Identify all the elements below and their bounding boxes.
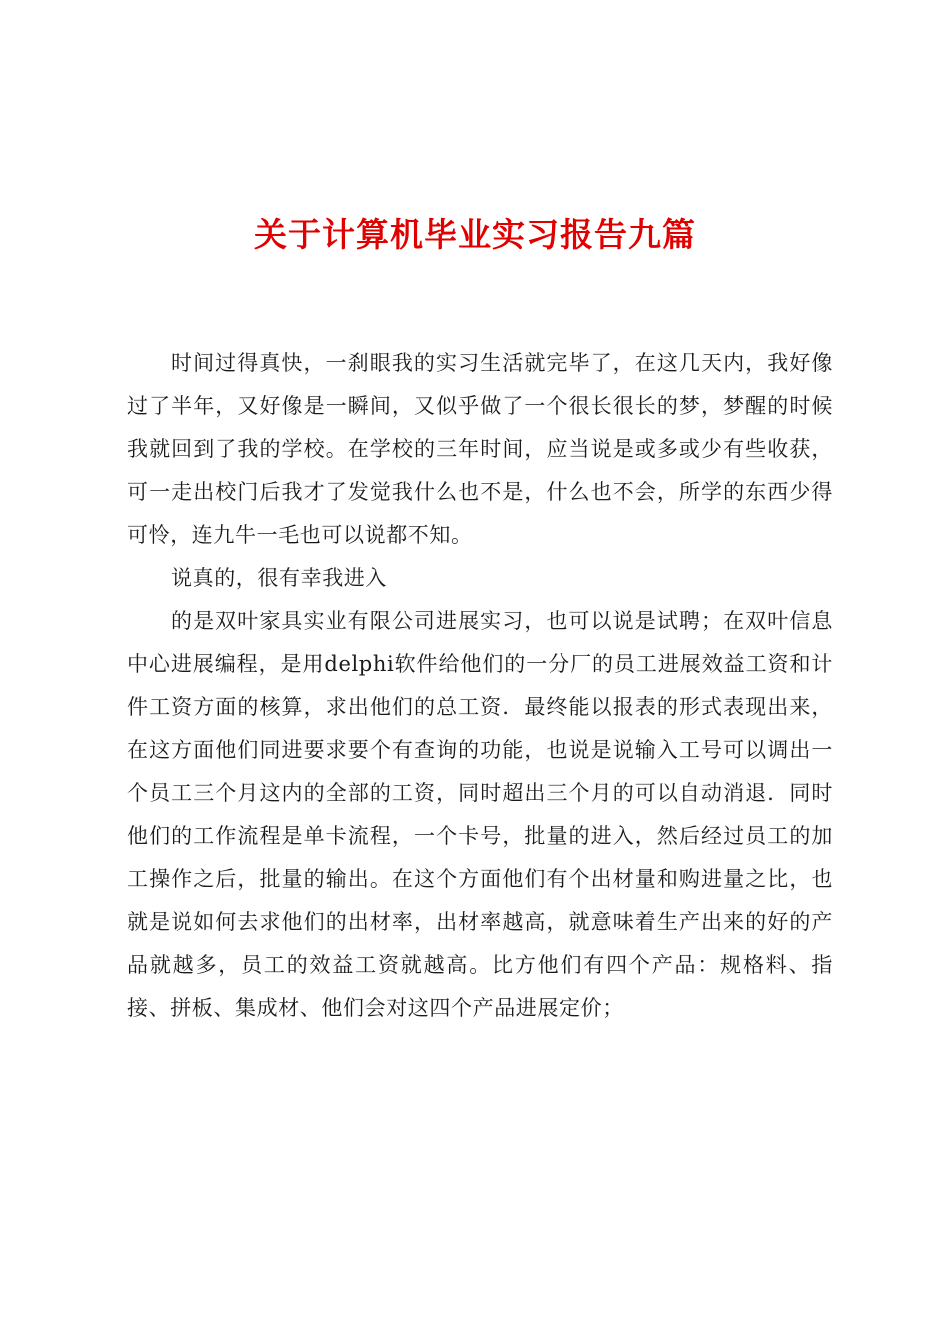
document-body — [127, 342, 833, 1030]
paragraph-3: 的是双叶家具实业有限公司进展实习，也可以说是试聘；在双叶信息中心进展编程，是用delphi软件给他们的一分厂的员工进展效益工资和计件工资方面的核算，求出他们的总工资．最终能以报表的形式表现出来，在这方面他们同进要求要个有查询的功能，也说是说输入工号可以调出一个员工三个月这内的全部的工资，同时超出三个月的可以自动消退．同时他们的工作流程是单卡流程，一个卡号，批量的进入，然后经过员工的加工操作之后，批量的输出。在这个方面他们有个出材量和购进量之比，也就是说如何去求他们的出材率，出材率越高，就意味着生产出来的好的产品就越多，员工的效益工资就越高。比方他们有四个产品：规格料、指接、拼板、集成材、他们会对这四个产品进展定价； — [127, 609, 833, 1020]
paragraph-1: 时间过得真快，一刹眼我的实习生活就完毕了，在这几天内，我好像过了半年，又好像是一瞬间，又似乎做了一个很长很长的梦，梦醒的时候我就回到了我的学校。在学校的三年时间，应当说是或多或少有些收获，可一走出校门后我才了发觉我什么也不是，什么也不会，所学的东西少得可怜，连九牛一毛也可以说都不知。 — [127, 351, 833, 547]
document-title: 关于计算机毕业实习报告九篇 — [254, 215, 696, 254]
paragraph-2: 说真的，很有幸我进入 — [171, 566, 387, 590]
